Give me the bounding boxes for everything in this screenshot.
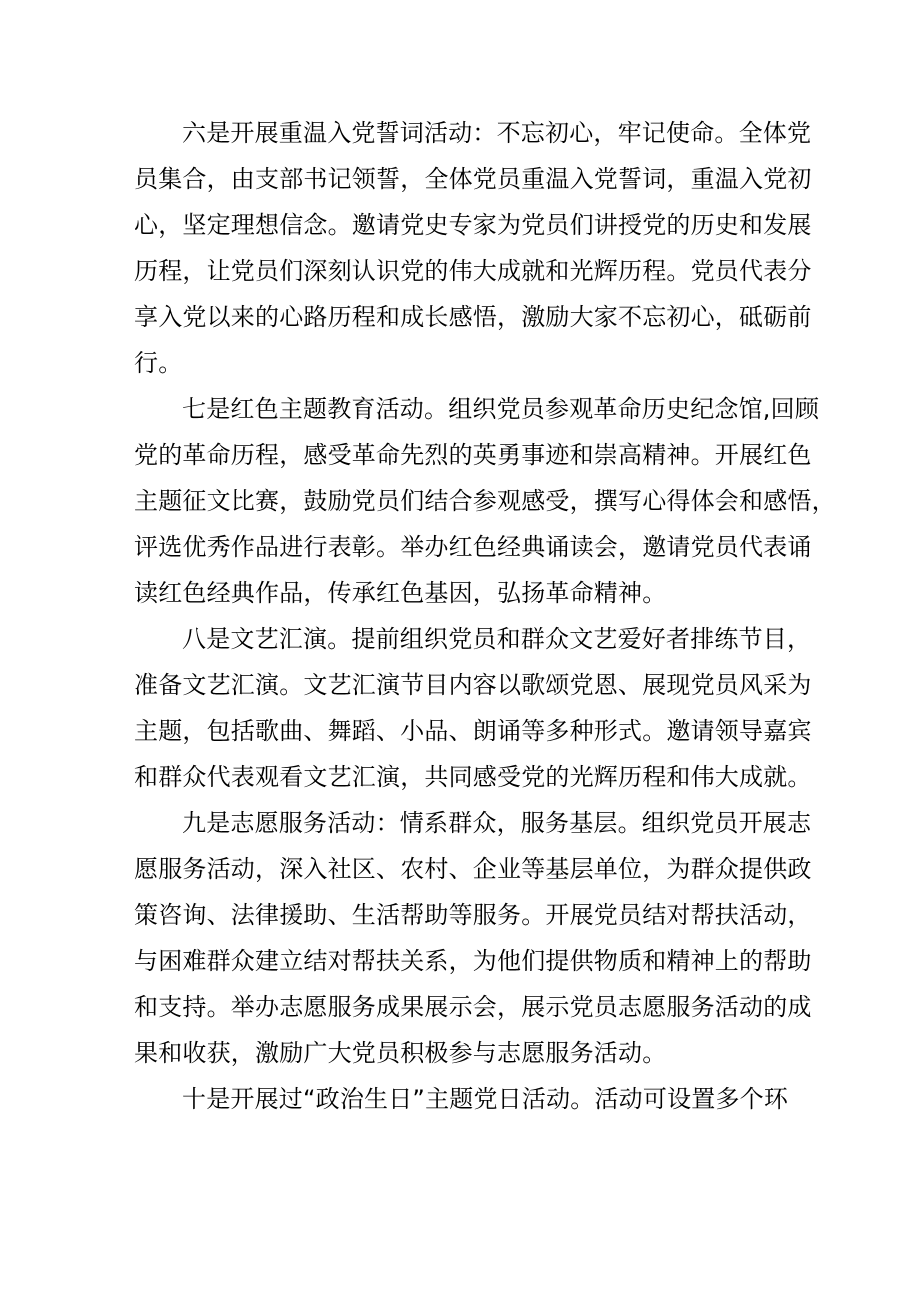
text-line: 愿服务活动，深入社区、农村、企业等基层单位，为群众提供政 (134, 855, 812, 883)
paragraph-eight (134, 616, 812, 800)
text-line: 策咨询、法律援助、生活帮助等服务。开展党员结对帮扶活动， (134, 901, 812, 929)
text-line: 十是开展过“政治生日”主题党日活动。活动可设置多个环 (182, 1085, 789, 1113)
text-line: 和支持。举办志愿服务成果展示会，展示党员志愿服务活动的成 (134, 993, 812, 1021)
text-line: 准备文艺汇演。文艺汇演节目内容以歌颂党恩、展现党员风采为 (134, 671, 812, 699)
text-line: 主题，包括歌曲、舞蹈、小品、朗诵等多种形式。邀请领导嘉宾 (134, 717, 812, 745)
paragraph-ten (134, 1076, 789, 1122)
text-line: 心，坚定理想信念。邀请党史专家为党员们讲授党的历史和发展 (134, 211, 812, 239)
paragraph-nine (134, 800, 812, 1076)
text-line: 历程，让党员们深刻认识党的伟大成就和光辉历程。党员代表分 (134, 257, 812, 285)
text-line: 九是志愿服务活动：情系群众，服务基层。组织党员开展志 (182, 809, 812, 837)
text-line: 主题征文比赛，鼓励党员们结合参观感受，撰写心得体会和感悟， (134, 487, 836, 515)
text-line: 六是开展重温入党誓词活动：不忘初心，牢记使命。全体党 (182, 119, 812, 147)
text-line: 员集合，由支部书记领誓，全体党员重温入党誓词，重温入党初 (134, 165, 812, 193)
text-line: 行。 (134, 349, 183, 377)
text-line: 果和收获，激励广大党员积极参与志愿服务活动。 (134, 1039, 667, 1067)
text-line: 和群众代表观看文艺汇演，共同感受党的光辉历程和伟大成就。 (134, 763, 812, 791)
text-line: 评选优秀作品进行表彰。举办红色经典诵读会，邀请党员代表诵 (134, 533, 812, 561)
text-line: 与困难群众建立结对帮扶关系，为他们提供物质和精神上的帮助 (134, 947, 812, 975)
text-line: 八是文艺汇演。提前组织党员和群众文艺爱好者排练节目， (182, 625, 812, 653)
document-body (134, 110, 836, 1122)
text-line: 享入党以来的心路历程和成长感悟，激励大家不忘初心，砥砺前 (134, 303, 812, 331)
paragraph-six (134, 110, 812, 386)
text-line: 七是红色主题教育活动。组织党员参观革命历史纪念馆,回顾 (182, 395, 820, 423)
text-line: 党的革命历程，感受革命先烈的英勇事迹和崇高精神。开展红色 (134, 441, 812, 469)
text-line: 读红色经典作品，传承红色基因，弘扬革命精神。 (134, 579, 667, 607)
paragraph-seven (134, 386, 836, 616)
